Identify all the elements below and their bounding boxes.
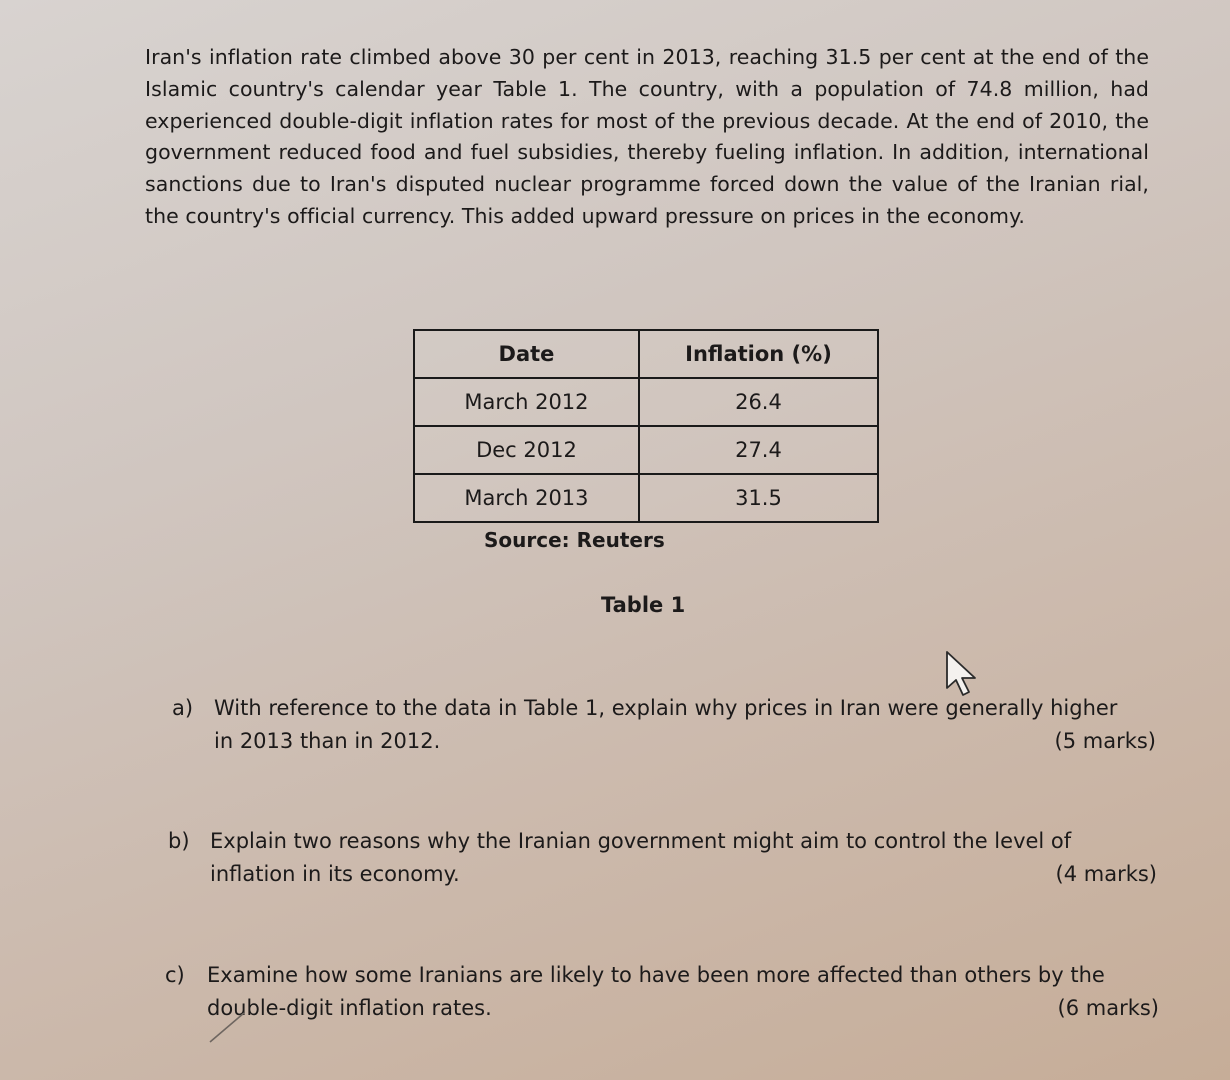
question-text-line2: double-digit inflation rates. [207, 996, 492, 1020]
table-row [414, 378, 878, 426]
table-source: Source: Reuters [484, 528, 665, 552]
question-marks: (5 marks) [1054, 729, 1156, 753]
question-label: c) [165, 963, 185, 987]
header-inflation: Inflation (%) [639, 330, 878, 378]
pen-stroke-mark [208, 1010, 248, 1044]
question-a [172, 692, 1156, 762]
row-inflation: 31.5 [639, 474, 878, 522]
question-text-line2: in 2013 than in 2012. [214, 729, 441, 753]
question-label: b) [168, 829, 190, 853]
question-marks: (6 marks) [1057, 996, 1159, 1020]
question-text-line1: Explain two reasons why the Iranian government might aim to control the level of [210, 829, 1072, 853]
question-label: a) [172, 696, 194, 720]
table-row [414, 426, 878, 474]
question-marks: (4 marks) [1055, 862, 1157, 886]
mouse-pointer-icon [945, 650, 983, 698]
row-date: Dec 2012 [414, 426, 639, 474]
header-date: Date [414, 330, 639, 378]
row-inflation: 26.4 [639, 378, 878, 426]
question-c [165, 959, 1159, 1029]
question-b [168, 825, 1157, 895]
inflation-table [413, 329, 879, 523]
case-study-paragraph: Iran's inflation rate climbed above 30 per cent in 2013, reaching 31.5 per cent at the end of the Islamic country's calendar year Table 1. The country, with a population of 74.8 million, had experienced double-digit inflation rates for most of the previous decade. At the end of 2010, the government reduced food and fuel subsidies, thereby fueling inflation. In addition, international sanctions due to Iran's disputed nuclear programme forced down the value of the Iranian rial, the country's official currency. This added upward pressure on prices in the economy. [145, 45, 1149, 228]
table-header-row [414, 330, 878, 378]
question-text-line1: Examine how some Iranians are likely to have been more affected than others by the [207, 963, 1105, 987]
row-inflation: 27.4 [639, 426, 878, 474]
row-date: March 2012 [414, 378, 639, 426]
question-text-line2: inflation in its economy. [210, 862, 460, 886]
table-row [414, 474, 878, 522]
row-date: March 2013 [414, 474, 639, 522]
table-caption: Table 1 [601, 593, 686, 617]
question-text-line1: With reference to the data in Table 1, explain why prices in Iran were generally higher [214, 696, 1118, 720]
